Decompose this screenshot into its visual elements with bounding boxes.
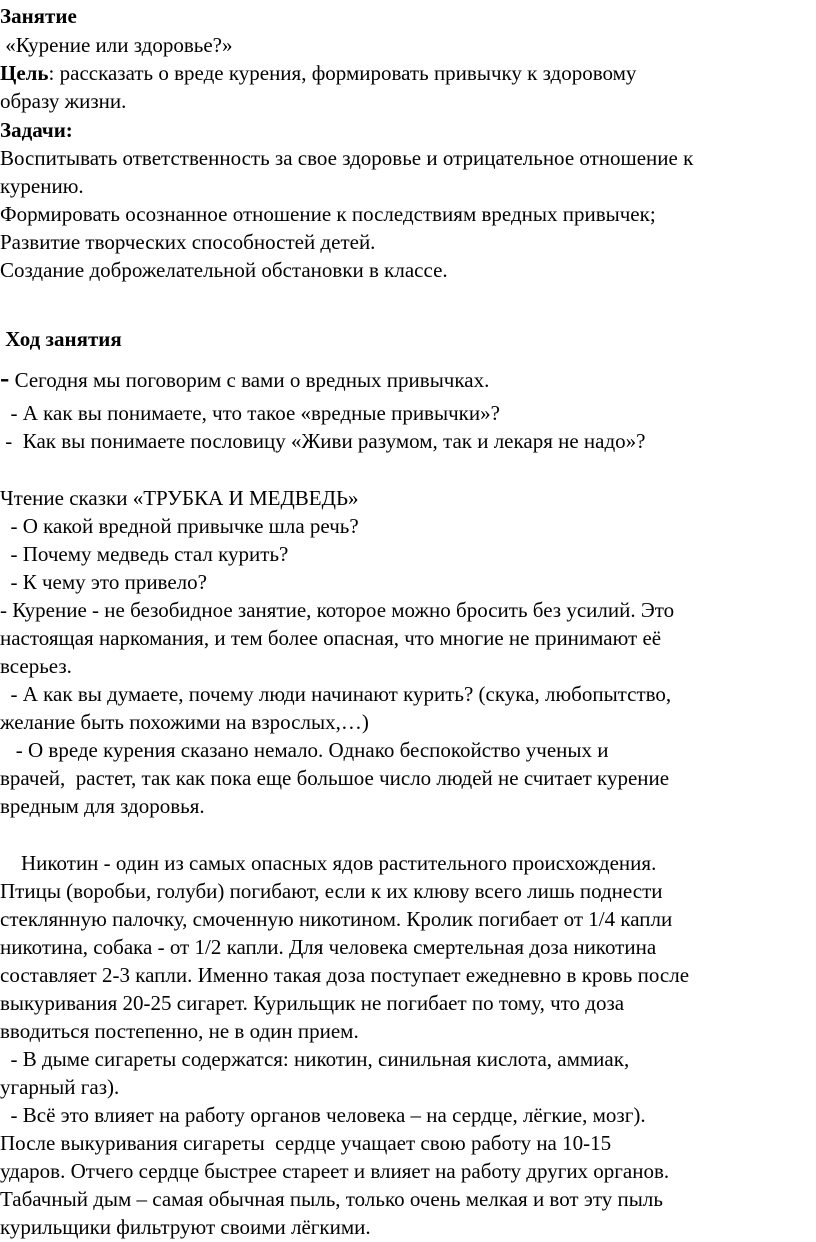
task-line: Развитие творческих способностей детей. — [0, 230, 376, 254]
question-line: - А как вы понимаете, что такое «вредные привычки»? — [0, 401, 500, 425]
paragraph-line: ударов. Отчего сердце быстрее стареет и влияет на работу других органов. — [0, 1159, 670, 1183]
paragraph-line: - А как вы думаете, почему люди начинают курить? (скука, любопытство, — [0, 682, 672, 706]
paragraph-line: настоящая наркомания, и тем более опасная, что многие не принимают её — [0, 626, 662, 650]
task-line: Создание доброжелательной обстановки в классе. — [0, 258, 448, 282]
paragraph-line: никотина, собака - от 1/2 капли. Для человека смертельная доза никотина — [0, 935, 657, 959]
story-question: - О какой вредной привычке шла речь? — [0, 514, 359, 538]
goal-label: Цель — [0, 61, 49, 85]
paragraph-line: - Курение - не безобидное занятие, которое можно бросить без усилий. Это — [0, 598, 675, 622]
goal-text: : рассказать о вреде курения, формировать привычку к здоровому — [48, 61, 637, 85]
paragraph-line: вредным для здоровья. — [0, 794, 205, 818]
lesson-label: Занятие — [0, 4, 77, 28]
task-line: Формировать осознанное отношение к последствиям вредных привычек; — [0, 202, 656, 226]
paragraph-line: врачей, растет, так как пока еще большое число людей не считает курение — [0, 766, 670, 790]
paragraph-line: После выкуривания сигареты сердце учащает свою работу на 10-15 — [0, 1131, 612, 1155]
paragraph-line: - В дыме сигареты содержатся: никотин, синильная кислота, аммиак, — [0, 1047, 630, 1071]
paragraph-line: Табачный дым – самая обычная пыль, только очень мелкая и вот эту пыль — [0, 1187, 663, 1211]
story-question: - Почему медведь стал курить? — [0, 542, 289, 566]
paragraph-line: всерьез. — [0, 654, 72, 678]
paragraph-line: Никотин - один из самых опасных ядов растительного происхождения. — [0, 851, 657, 875]
goal-line — [0, 60, 636, 86]
intro-dash: - — [0, 363, 10, 394]
goal-text-cont: образу жизни. — [0, 89, 127, 113]
lesson-title: «Курение или здоровье?» — [0, 33, 233, 57]
intro-line — [0, 363, 490, 394]
paragraph-line: - Всё это влияет на работу органов человека – на сердце, лёгкие, мозг). — [0, 1103, 646, 1127]
paragraph-line: угарный газ). — [0, 1075, 120, 1099]
story-question: - К чему это привело? — [0, 570, 207, 594]
task-line: Воспитывать ответственность за свое здоровье и отрицательное отношение к — [0, 146, 694, 170]
paragraph-line: - О вреде курения сказано немало. Однако беспокойство ученых и — [0, 738, 609, 762]
paragraph-line: составляет 2-3 капли. Именно такая доза поступает ежедневно в кровь после — [0, 963, 690, 987]
story-title: Чтение сказки «ТРУБКА И МЕДВЕДЬ» — [0, 486, 359, 510]
paragraph-line: стеклянную палочку, смоченную никотином. Кролик погибает от 1/4 капли — [0, 907, 673, 931]
paragraph-line: выкуривания 20-25 сигарет. Курильщик не погибает по тому, что доза — [0, 991, 625, 1015]
paragraph-line: вводиться постепенно, не в один прием. — [0, 1019, 359, 1043]
paragraph-line: Птицы (воробьи, голуби) погибают, если к их клюву всего лишь поднести — [0, 879, 663, 903]
paragraph-line: желание быть похожими на взрослых,…) — [0, 710, 369, 734]
intro-text: Сегодня мы поговорим с вами о вредных привычках. — [9, 368, 490, 392]
lesson-heading: Ход занятия — [0, 327, 122, 351]
task-line: курению. — [0, 174, 84, 198]
paragraph-line: курильщики фильтруют своими лёгкими. — [0, 1215, 371, 1239]
question-line: - Как вы понимаете пословицу «Живи разумом, так и лекаря не надо»? — [0, 429, 646, 453]
tasks-label: Задачи: — [0, 118, 73, 142]
